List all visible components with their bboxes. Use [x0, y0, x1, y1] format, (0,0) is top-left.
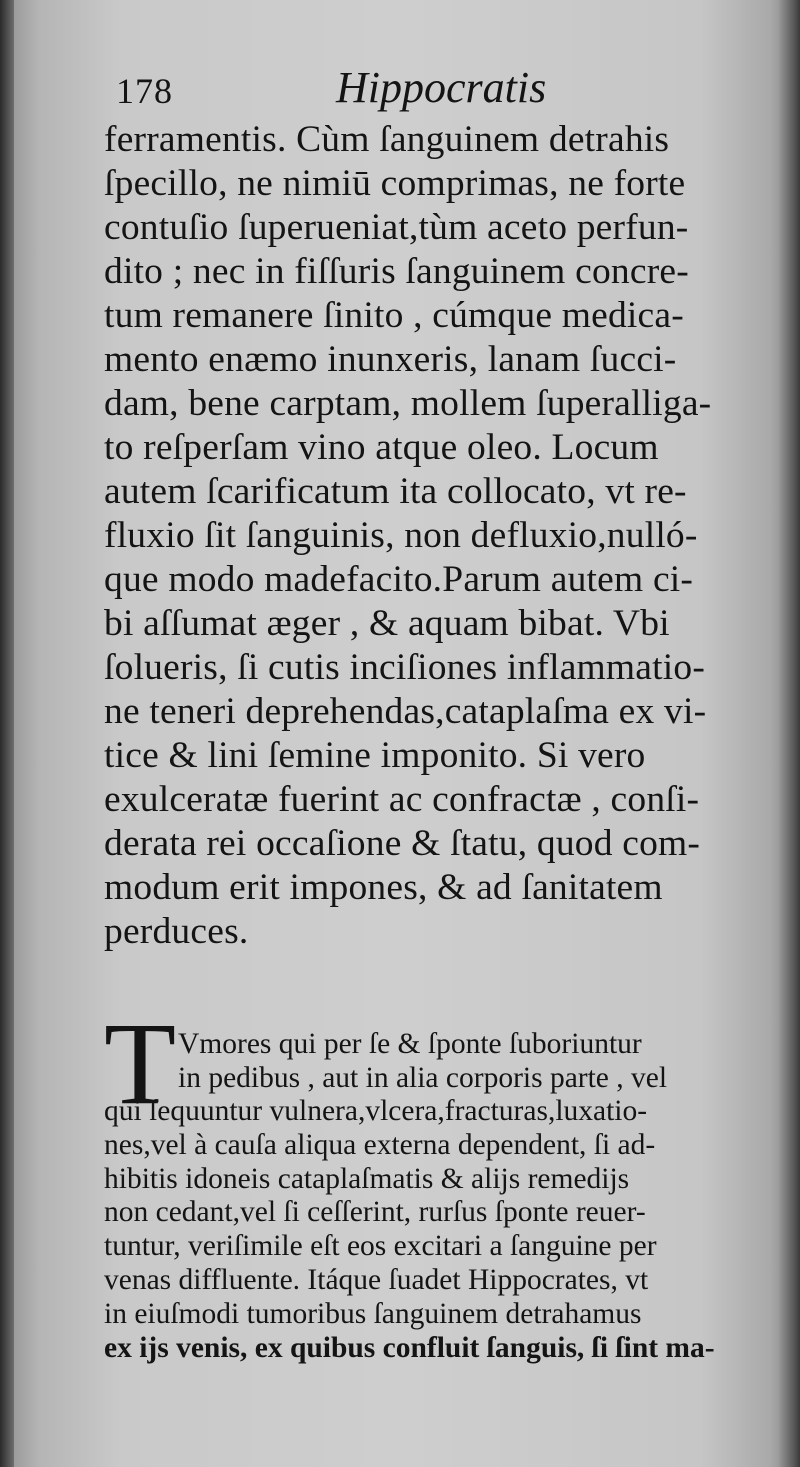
text-line: venas diffluente. Itáque ſuadet Hippocrates, vt	[104, 1263, 649, 1296]
text-line: to reſperſam vino atque oleo. Locum	[104, 427, 659, 468]
text-line: derata rei occaſione & ſtatu, quod com-	[104, 823, 701, 864]
text-line: in eiuſmodi tumoribus ſanguinem detrahamus	[104, 1297, 642, 1330]
text-line: ſolueris, ſi cutis inciſiones inflammatio-	[104, 647, 706, 688]
text-line: tum remanere ſinito , cúmque medica-	[104, 295, 684, 336]
text-line: bi aſſumat æger , & aquam bibat. Vbi	[104, 603, 670, 644]
running-header	[116, 62, 756, 118]
paragraph-1	[104, 118, 764, 954]
text-line: nes,vel à cauſa aliqua externa dependent, ſi ad-	[104, 1128, 656, 1161]
drop-cap: T	[104, 998, 177, 1129]
page-edge-shadow	[778, 0, 800, 1467]
page-number: 178	[116, 71, 173, 111]
text-line: qui ſequuntur vulnera,vlcera,fracturas,luxatio-	[104, 1095, 648, 1127]
paragraph-2	[104, 1095, 764, 1365]
text-line: autem ſcarificatum ita collocato, vt re-	[104, 471, 687, 512]
text-line: modum erit impones, & ad ſanitatem	[104, 867, 663, 908]
text-line: perduces.	[104, 911, 249, 952]
text-line: ne teneri deprehendas,cataplaſma ex vi-	[104, 691, 707, 732]
text-line: que modo madefacito.Parum autem ci-	[104, 559, 694, 600]
text-line: in pedibus , aut in alia corporis parte , vel	[178, 1062, 668, 1094]
text-line: dito ; nec in fiſſuris ſanguinem concre-	[104, 251, 689, 292]
text-line: ſpecillo, ne nimiū comprimas, ne forte	[104, 163, 686, 204]
running-title: Hippocratis	[336, 63, 547, 112]
text-line: ferramentis. Cùm ſanguinem detrahis	[104, 119, 670, 160]
text-line: ex ijs venis, ex quibus confluit ſanguis, ſi ſint ma-	[104, 1331, 715, 1364]
text-line: tice & lini ſemine imponito. Si vero	[104, 735, 646, 776]
text-line: hibitis idoneis cataplaſmatis & alijs remedijs	[104, 1162, 630, 1195]
text-line: mento enæmo inunxeris, lanam ſucci-	[104, 339, 677, 380]
text-line: contuſio ſuperueniat,tùm aceto perfun-	[104, 207, 689, 248]
text-line: tuntur, veriſimile eſt eos excitari a ſanguine per	[104, 1230, 657, 1263]
text-line: fluxio ſit ſanguinis, non defluxio,nulló-	[104, 515, 698, 556]
page-gutter-shadow	[0, 0, 14, 1467]
text-line: non cedant,vel ſi ceſſerint, rurſus ſponte reuer-	[104, 1196, 646, 1229]
text-line: Vmores qui per ſe & ſponte ſuboriuntur	[178, 1028, 642, 1060]
paragraph-2-drop-cap-lines	[178, 1027, 768, 1095]
text-line: exulceratæ fuerint ac confractæ , conſi-	[104, 779, 700, 820]
text-line: dam, bene carptam, mollem ſuperalliga-	[104, 383, 712, 424]
